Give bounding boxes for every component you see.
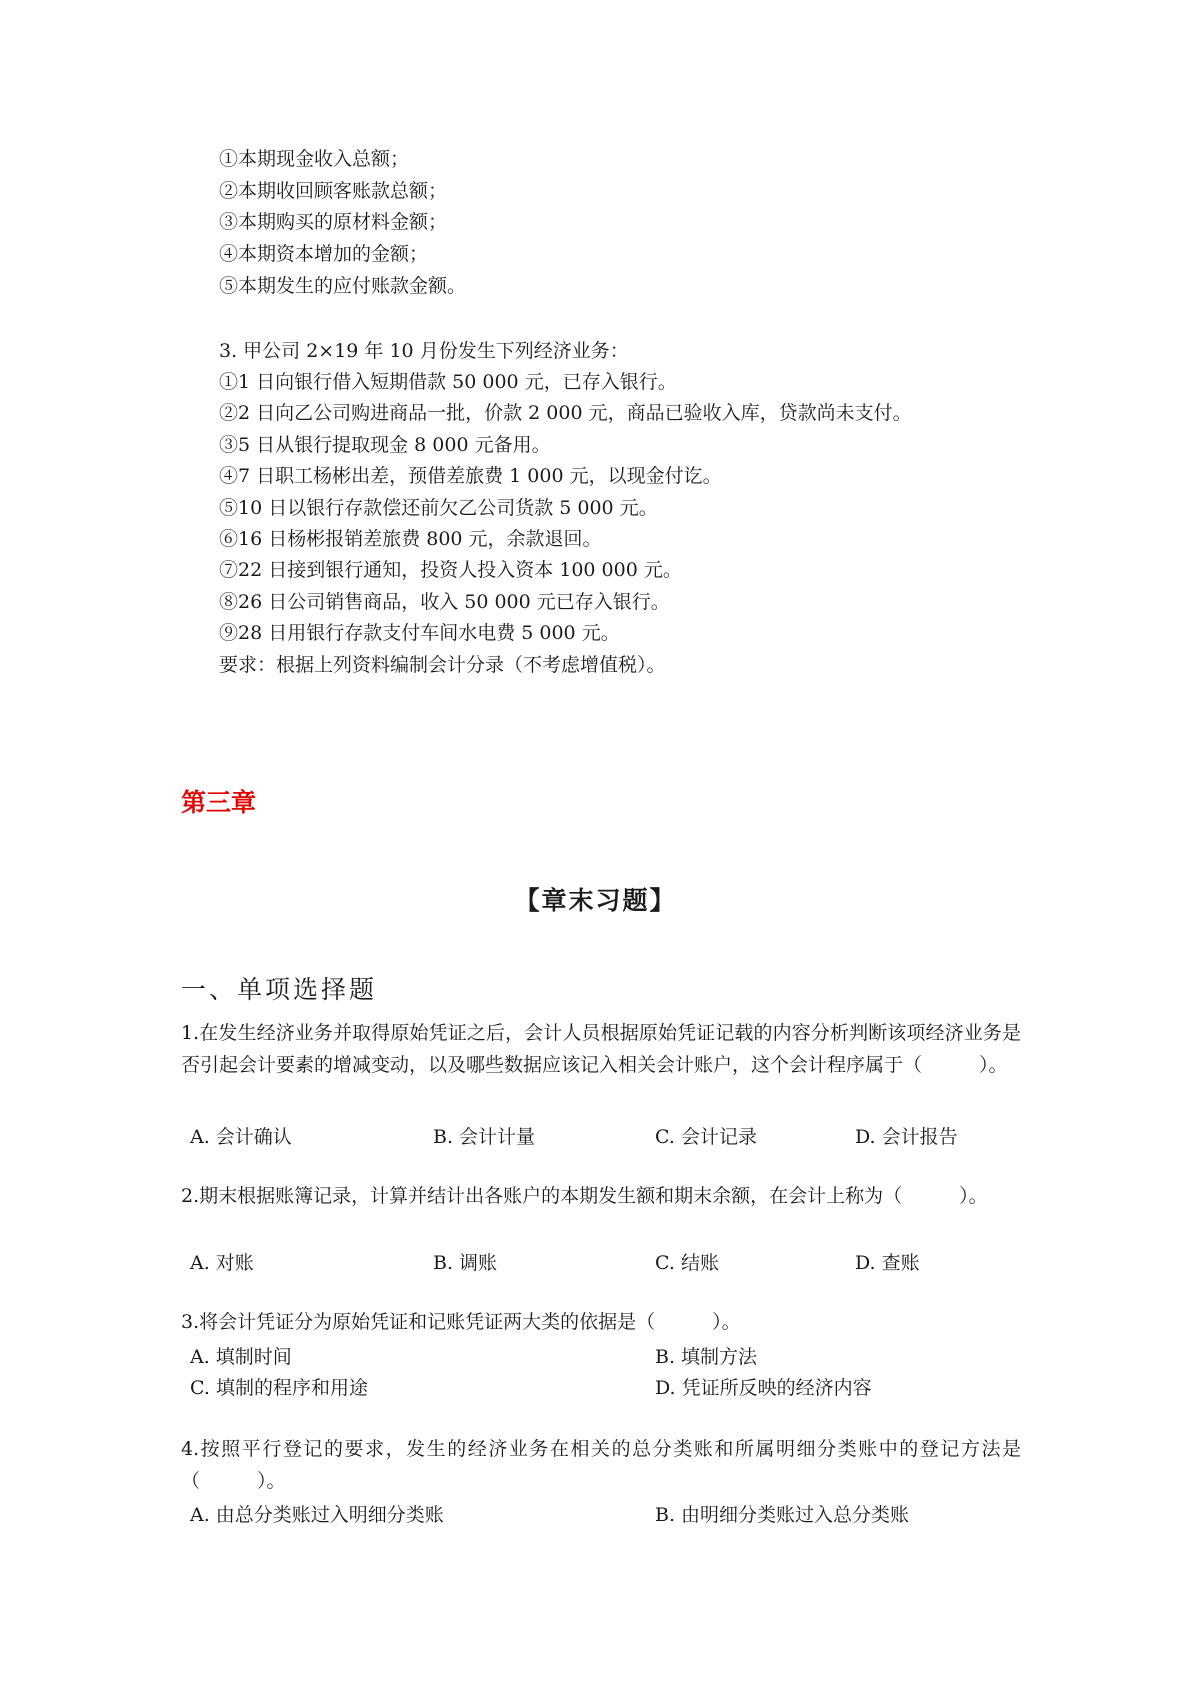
option-a: A. 对账 (190, 1252, 254, 1274)
option-d: D. 凭证所反映的经济内容 (655, 1377, 872, 1399)
problem-item: ③5 日从银行提取现金 8 000 元备用。 (219, 434, 551, 456)
option-b: B. 由明细分类账过入总分类账 (655, 1504, 910, 1526)
option-c: C. 填制的程序和用途 (190, 1377, 368, 1399)
list-item: ②本期收回顾客账款总额； (219, 180, 448, 202)
question-text: 4.按照平行登记的要求，发生的经济业务在相关的总分类账和所属明细分类账中的登记方法是（ ）。 (181, 1438, 1021, 1492)
problem-item: ⑨28 日用银行存款支付车间水电费 5 000 元。 (219, 622, 620, 644)
problem-item: ⑦22 日接到银行通知，投资人投入资本 100 000 元。 (219, 559, 682, 581)
option-b: B. 填制方法 (655, 1346, 758, 1368)
problem-requirement: 要求：根据上列资料编制会计分录（不考虑增值税）。 (219, 654, 666, 676)
option-d: D. 查账 (855, 1252, 920, 1274)
exercise-title: 【章末习题】 (514, 886, 677, 915)
problem-item: ④7 日职工杨彬出差，预借差旅费 1 000 元，以现金付讫。 (219, 465, 722, 487)
section-title: 一、单项选择题 (181, 975, 378, 1004)
option-a: A. 由总分类账过入明细分类账 (190, 1504, 444, 1526)
option-a: A. 填制时间 (190, 1346, 292, 1368)
list-item: ④本期资本增加的金额； (219, 243, 429, 265)
problem-item: ⑥16 日杨彬报销差旅费 800 元，余款退回。 (219, 528, 602, 550)
list-item: ③本期购买的原材料金额； (219, 211, 448, 233)
problem-item: ⑧26 日公司销售商品，收入 50 000 元已存入银行。 (219, 591, 670, 613)
option-c: C. 结账 (655, 1252, 719, 1274)
problem-item: ②2 日向乙公司购进商品一批，价款 2 000 元，商品已验收入库，贷款尚未支付。 (219, 402, 912, 424)
option-b: B. 会计计量 (433, 1126, 536, 1148)
question-text: 2.期末根据账簿记录，计算并结计出各账户的本期发生额和期末余额，在会计上称为（ ）。 (181, 1185, 988, 1207)
list-item: ①本期现金收入总额； (219, 148, 410, 170)
question-text: 1.在发生经济业务并取得原始凭证之后，会计人员根据原始凭证记载的内容分析判断该项经济业务是否引起会计要素的增减变动，以及哪些数据应该记入相关会计账户，这个会计程序属于（ ）。 (181, 1022, 1021, 1076)
list-item: ⑤本期发生的应付账款金额。 (219, 275, 467, 297)
problem-item: ⑤10 日以银行存款偿还前欠乙公司货款 5 000 元。 (219, 497, 658, 519)
problem-heading: 3. 甲公司 2×19 年 10 月份发生下列经济业务： (219, 340, 629, 362)
question-text: 3.将会计凭证分为原始凭证和记账凭证两大类的依据是（ ）。 (181, 1311, 741, 1333)
option-d: D. 会计报告 (855, 1126, 958, 1148)
option-b: B. 调账 (433, 1252, 498, 1274)
problem-item: ①1 日向银行借入短期借款 50 000 元，已存入银行。 (219, 371, 677, 393)
option-a: A. 会计确认 (190, 1126, 292, 1148)
option-c: C. 会计记录 (655, 1126, 757, 1148)
chapter-title: 第三章 (181, 788, 257, 817)
